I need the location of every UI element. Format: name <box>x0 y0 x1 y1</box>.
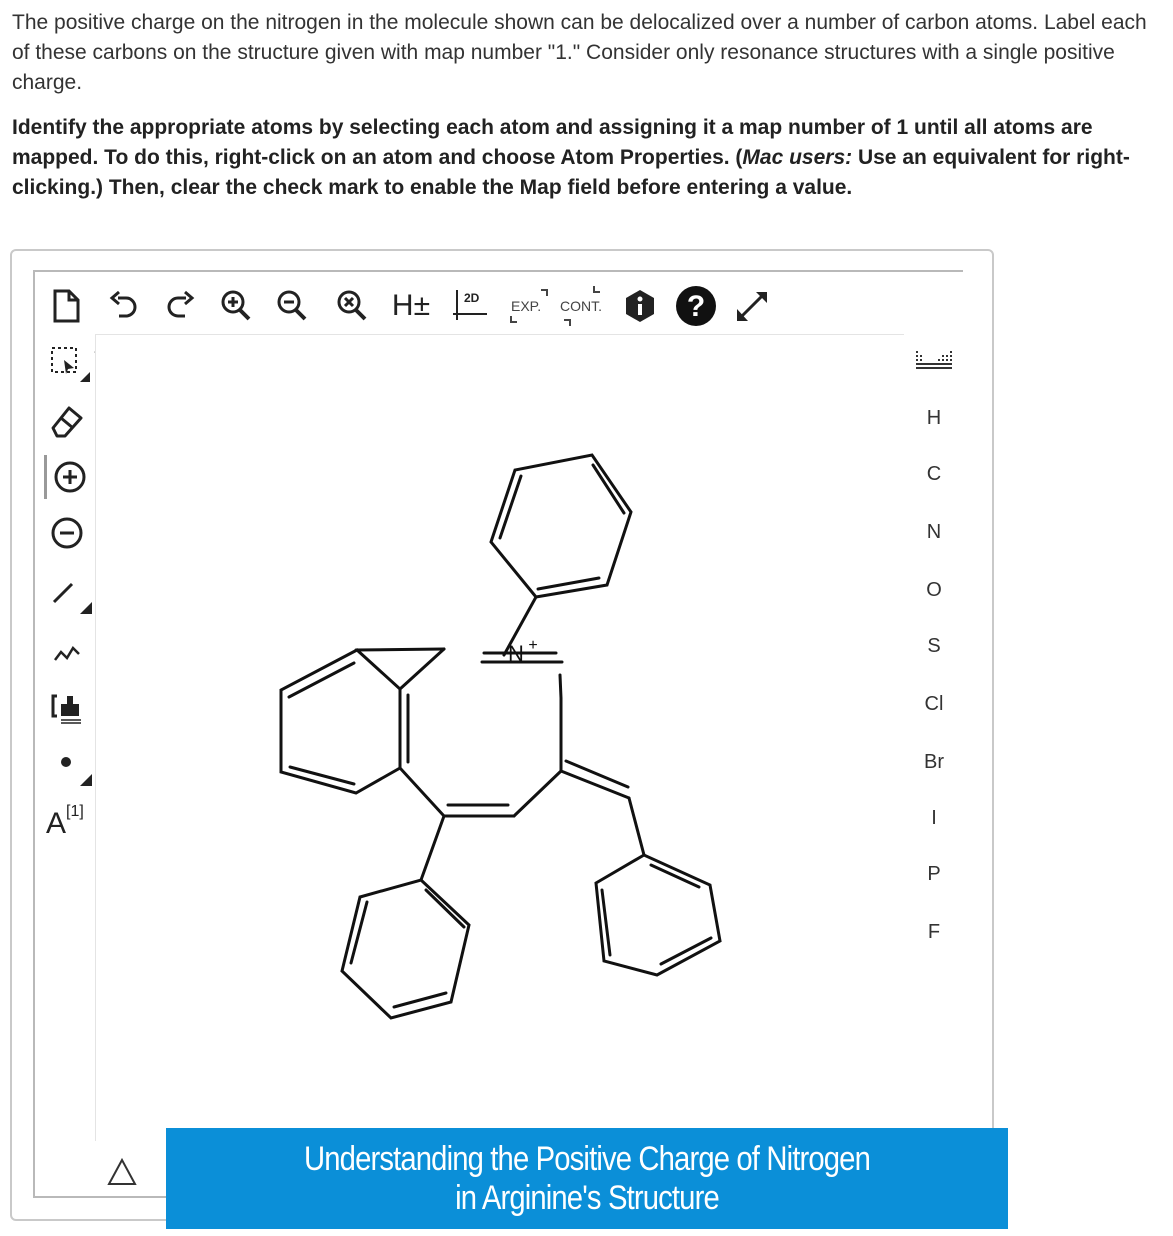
contract-button[interactable] <box>558 282 610 330</box>
atom-n-button[interactable]: N <box>926 520 942 543</box>
new-document-icon[interactable] <box>44 282 88 330</box>
zoom-out-icon[interactable] <box>270 282 314 330</box>
atom-map-letter: A <box>46 807 67 840</box>
atom-o-button[interactable]: O <box>926 578 942 601</box>
instruction-part2: Use an equivalent for right-clicking.) Then, clear the check mark to enable the Map field before entering a value. <box>12 146 1130 199</box>
chain-tool-icon[interactable] <box>44 628 90 672</box>
atom-map-superscript: [1] <box>66 803 84 820</box>
periodic-table-icon[interactable] <box>912 342 956 382</box>
positive-charge-label: + <box>528 637 538 654</box>
instruction-part1: Identify the appropriate atoms by selecting each atom and assigning it a map number of 1 until all atoms are mapped. To do this, right-click on an atom and choose Atom Properties. ( <box>12 116 1093 169</box>
question-paragraph: The positive charge on the nitrogen in the molecule shown can be delocalized over a number of carbon atoms. Label each of these carbons on the structure given with map number "1." Consider only resonance structures with a single positive charge. <box>12 11 1147 94</box>
zoom-in-icon[interactable] <box>214 282 258 330</box>
help-icon[interactable] <box>674 282 718 330</box>
template-tool-icon[interactable] <box>44 684 90 728</box>
expand-button[interactable] <box>504 282 554 330</box>
drawing-canvas[interactable] <box>95 334 904 1141</box>
banner-title: Understanding the Positive Charge of Nitrogen in Arginine's Structure <box>304 1139 870 1217</box>
atom-c-button[interactable]: C <box>926 462 942 485</box>
question-instruction <box>12 113 1162 203</box>
redo-icon[interactable] <box>158 282 202 330</box>
atom-p-button[interactable]: P <box>927 862 941 885</box>
molecule-structure[interactable] <box>96 335 904 1141</box>
contract-label: CONT. <box>560 298 602 314</box>
fullscreen-icon[interactable] <box>728 282 776 330</box>
shape-triangle-icon[interactable] <box>106 1156 138 1188</box>
positive-charge-icon[interactable] <box>44 455 93 499</box>
title-banner <box>166 1128 1008 1229</box>
add-hydrogens-button[interactable]: H± <box>391 289 431 322</box>
select-tool-icon[interactable] <box>44 342 90 386</box>
clean-2d-button[interactable] <box>448 282 494 330</box>
eraser-icon[interactable] <box>44 398 90 442</box>
atom-cl-button[interactable]: Cl <box>924 692 944 715</box>
svg-text:?: ? <box>686 290 706 323</box>
info-icon[interactable] <box>618 282 662 330</box>
clean-2d-label: 2D <box>464 291 480 305</box>
negative-charge-icon[interactable] <box>44 511 90 555</box>
zoom-reset-icon[interactable] <box>330 282 374 330</box>
atom-s-button[interactable]: S <box>927 634 941 657</box>
atom-f-button[interactable]: F <box>927 920 941 943</box>
expand-label: EXP. <box>511 298 542 314</box>
atom-map-tool[interactable] <box>44 802 90 846</box>
radical-icon[interactable] <box>44 742 90 786</box>
instruction-mac-users: Mac users: <box>742 146 853 169</box>
undo-icon[interactable] <box>102 282 146 330</box>
nitrogen-atom[interactable]: N <box>508 641 524 666</box>
atom-br-button[interactable]: Br <box>924 750 944 773</box>
single-bond-icon[interactable] <box>44 570 90 614</box>
atom-i-button[interactable]: I <box>931 806 937 829</box>
atom-h-button[interactable]: H <box>926 406 942 429</box>
